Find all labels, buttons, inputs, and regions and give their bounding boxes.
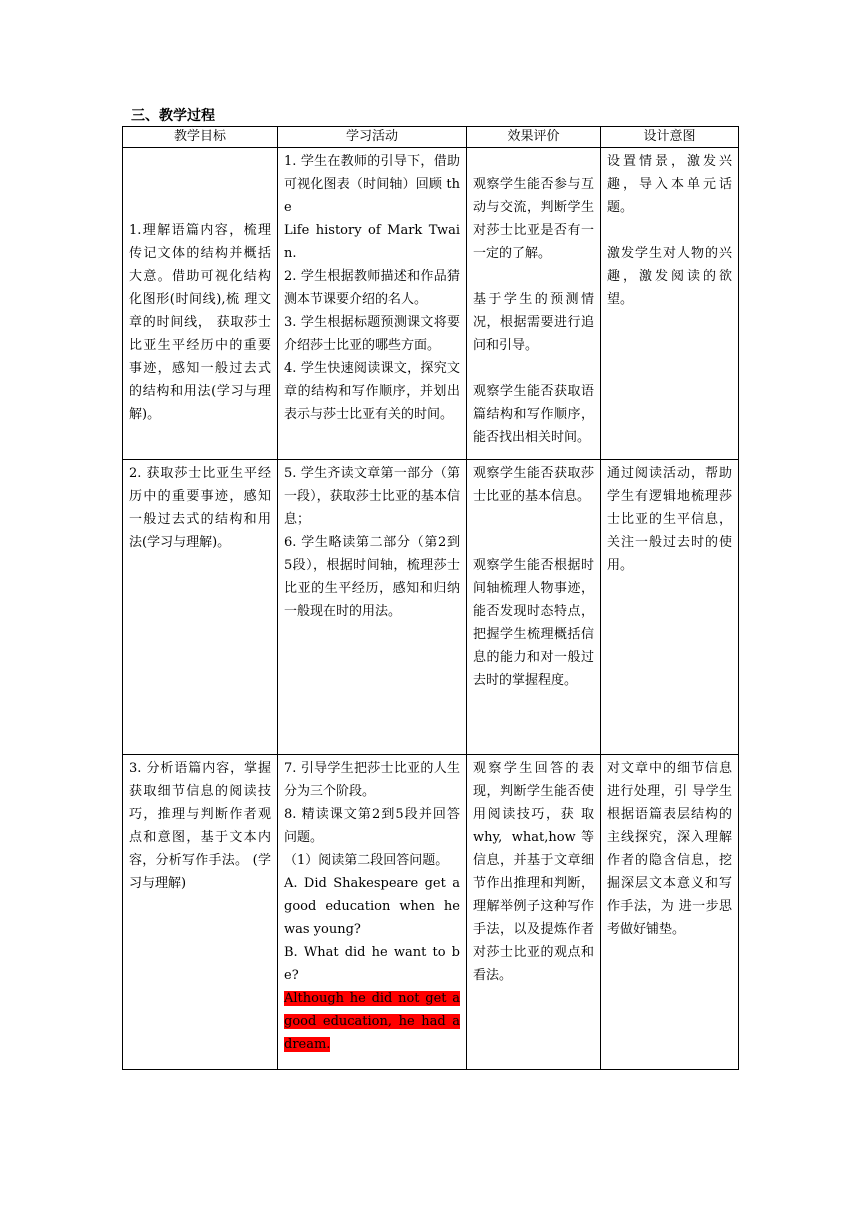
activity-text: 1. 学生在教师的引导下，借助可视化图表（时间轴）回顾 the — [284, 154, 460, 215]
section-title: 三、教学过程 — [131, 108, 215, 124]
header-evaluation: 效果评价 — [467, 127, 601, 148]
evaluation-text: 观察学生能否参与互动与交流，判断学生对莎士比亚是否有一一定的了解。 — [473, 177, 594, 261]
goal-text: 2. 获取莎士比亚生平经历中的重要事迹，感知一般过去式的结构和用法(学习与理解)。 — [129, 466, 271, 550]
intent-text: 设置情景，激发兴趣，导入本单元话题。 — [607, 154, 732, 215]
table-row — [123, 460, 739, 755]
activity-cell — [278, 148, 467, 460]
goal-cell — [123, 460, 278, 755]
table-header-row — [123, 127, 739, 148]
activity-text: 7. 引导学生把莎士比亚的人生分为三个阶段。 — [284, 761, 460, 799]
intent-text: 激发学生对人物的兴趣，激发阅读的欲望。 — [607, 246, 732, 307]
activity-cell — [278, 460, 467, 755]
activity-text: 3. 学生根据标题预测课文将要介绍莎士比亚的哪些方面。 — [284, 315, 460, 353]
activity-text: 2. 学生根据教师描述和作品猜测本节课要介绍的名人。 — [284, 269, 460, 307]
header-goal: 教学目标 — [123, 127, 278, 148]
evaluation-cell — [467, 460, 601, 755]
activity-text: 4. 学生快速阅读课文，探究文章的结构和写作顺序，并划出表示与莎士比亚有关的时间。 — [284, 361, 460, 422]
evaluation-text: 观察学生能否根据时间轴梳理人物事迹，能否发现时态特点，把握学生梳理概括信息的能力和对一般过去时的掌握程度。 — [473, 558, 594, 688]
activity-text: 5. 学生齐读文章第一部分（第一段），获取莎士比亚的基本信息； — [284, 466, 460, 527]
table-row — [123, 148, 739, 460]
evaluation-cell — [467, 148, 601, 460]
activity-cell — [278, 755, 467, 1070]
activity-text: （1）阅读第二段回答问题。 — [284, 853, 449, 868]
intent-cell — [601, 460, 739, 755]
activity-text: B. What did he want to be? — [284, 945, 460, 983]
goal-cell — [123, 148, 278, 460]
activity-text: A. Did Shakespeare get a good education when he was young? — [284, 876, 460, 937]
evaluation-text: 观察学生能否获取莎士比亚的基本信息。 — [473, 466, 594, 504]
intent-text: 对文章中的细节信息进行处理，引 导学生根据语篇表层结构的主线探究，深入理解作者的隐含信息，挖掘深层文本意义和写作手法，为 进一步思考做好铺垫。 — [607, 761, 732, 937]
teaching-process-table — [122, 126, 739, 1070]
highlighted-answer: Although he did not get a good education, he had a dream. — [284, 991, 460, 1052]
activity-text: 8. 精读课文第2到5段并回答问题。 — [284, 807, 460, 845]
evaluation-cell — [467, 755, 601, 1070]
table-row — [123, 755, 739, 1070]
evaluation-text: 基于学生的预测情况，根据需要进行追问和引导。 — [473, 292, 594, 353]
intent-cell — [601, 148, 739, 460]
evaluation-text: 观察学生回答的表现，判断学生能否使用阅读技巧，获 取 why, what,how等信息，并基于文章细节作出推理和判断，理解举例子这种写作手法，以及提炼作者对莎士比亚的观点和看法。 — [473, 761, 594, 983]
goal-text: 1.理解语篇内容，梳理传记文体的结构并概括大意。借助可视化结构化图形(时间线),梳 理文章的时间线， 获取莎士比亚生平经历中的重要事迹，感知一般过去式的结构和用法(学习与理解)。 — [129, 223, 271, 422]
header-intent: 设计意图 — [601, 127, 739, 148]
header-activity: 学习活动 — [278, 127, 467, 148]
activity-text: Life history of Mark Twain. — [284, 223, 460, 261]
activity-text: 6. 学生略读第二部分（第2到5段），根据时间轴，梳理莎士比亚的生平经历，感知和归纳一般现在时的用法。 — [284, 535, 460, 619]
goal-cell — [123, 755, 278, 1070]
intent-text: 通过阅读活动，帮助学生有逻辑地梳理莎士比亚的生平信息，关注一般过去时的使用。 — [607, 466, 732, 573]
evaluation-text: 观察学生能否获取语篇结构和写作顺序，能否找出相关时间。 — [473, 384, 594, 445]
goal-text: 3. 分析语篇内容，掌握获取细节信息的阅读技巧，推理与判断作者观点和意图，基于文本内容，分析写作手法。 (学习与理解) — [129, 761, 271, 891]
intent-cell — [601, 755, 739, 1070]
